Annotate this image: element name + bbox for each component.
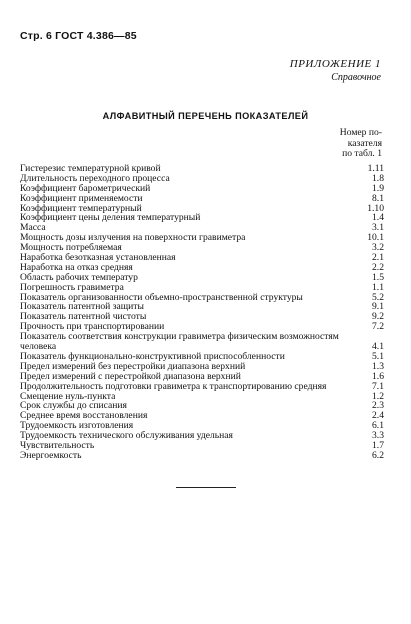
indicator-name: Показатель патентной чистоты [20, 311, 147, 323]
column-header-line: Номер по- [339, 127, 382, 138]
indicator-number: 6.1 [372, 420, 384, 432]
indicator-name: Коэффициент барометрический [20, 182, 151, 194]
indicator-name: Область рабочих температур [20, 271, 138, 283]
column-header-line: казателя [347, 137, 382, 149]
indicator-name: Показатель патентной защиты [20, 301, 144, 313]
indicator-name: Продолжительность подготовки гравиметра к транспортированию средняя [20, 380, 327, 392]
indicator-number: 1.1 [372, 281, 384, 293]
indicator-number: 2.4 [372, 410, 384, 422]
indicator-name: Показатель организованности объемно-пространственной структуры [20, 291, 303, 303]
indicator-name: Среднее время восстановления [20, 410, 148, 422]
indicator-name: Прочность при транспортировании [20, 321, 165, 333]
indicator-name: Коэффициент применяемости [20, 192, 143, 204]
column-header [312, 128, 382, 160]
indicator-name: Трудоемкость изготовления [20, 420, 134, 432]
indicator-list [20, 164, 384, 461]
indicator-number: 7.2 [372, 321, 384, 333]
list-item [20, 332, 384, 352]
column-header-line: по табл. 1 [342, 148, 382, 159]
indicator-name: Наработка безотказная установленная [20, 252, 176, 264]
indicator-name: Гистерезис температурной кривой [20, 163, 161, 174]
indicator-name: Срок службы до списания [20, 400, 127, 412]
indicator-name: Мощность потребляемая [20, 242, 122, 254]
indicator-name: Масса [20, 222, 46, 234]
indicator-number: 9.2 [372, 311, 384, 323]
indicator-number: 8.1 [372, 192, 384, 204]
list-item [20, 213, 384, 223]
indicator-number: 10.1 [367, 232, 384, 244]
indicator-number: 3.1 [372, 222, 384, 234]
indicator-number: 1.3 [372, 360, 384, 372]
page-header: Стр. 6 ГОСТ 4.386—85 [20, 30, 137, 42]
indicator-name: Показатель соответствия конструкции гравиметра физическим возможностям человека [20, 331, 339, 353]
indicator-name: Длительность переходного процесса [20, 172, 170, 184]
indicator-number: 3.2 [372, 242, 384, 254]
indicator-name: Мощность дозы излучения на поверхности гравиметра [20, 232, 246, 244]
indicator-number: 2.1 [372, 252, 384, 264]
indicator-number: 5.2 [372, 291, 384, 303]
indicator-number: 1.5 [372, 271, 384, 283]
indicator-number: 1.10 [367, 202, 384, 214]
indicator-number: 1.6 [372, 370, 384, 382]
indicator-name: Чувствительность [20, 439, 95, 451]
indicator-name: Наработка на отказ средняя [20, 261, 133, 273]
indicator-name: Энергоемкость [20, 449, 82, 461]
indicator-number: 2.2 [372, 261, 384, 273]
indicator-name: Предел измерений без перестройки диапазона верхний [20, 360, 246, 372]
indicator-name: Трудоемкость технического обслуживания удельная [20, 430, 233, 442]
indicator-name: Коэффициент температурный [20, 202, 142, 214]
indicator-name: Показатель функционально-конструктивной приспособленности [20, 350, 285, 362]
indicator-number: 7.1 [372, 380, 384, 392]
indicator-number: 1.2 [372, 390, 384, 402]
indicator-number: 1.8 [372, 172, 384, 184]
appendix-title: ПРИЛОЖЕНИЕ 1 [289, 58, 381, 70]
indicator-name: Предел измерений с перестройкой диапазона верхний [20, 370, 241, 382]
indicator-number: 5.1 [372, 350, 384, 362]
indicator-name: Погрешность гравиметра [20, 281, 124, 293]
indicator-number: 1.7 [372, 439, 384, 451]
indicator-number: 1.4 [372, 212, 384, 224]
appendix-subtitle: Справочное [331, 72, 381, 83]
indicator-name: Коэффициент цены деления температурный [20, 212, 201, 224]
indicator-number: 4.1 [372, 341, 384, 353]
indicator-number: 1.11 [367, 163, 384, 174]
indicator-name: Смещение нуль-пункта [20, 390, 116, 402]
indicator-number: 1.9 [372, 182, 384, 194]
indicator-number: 2.3 [372, 400, 384, 412]
list-item [20, 451, 384, 461]
indicator-number: 3.3 [372, 430, 384, 442]
indicator-number: 9.1 [372, 301, 384, 313]
end-rule [176, 487, 236, 488]
document-title: АЛФАВИТНЫЙ ПЕРЕЧЕНЬ ПОКАЗАТЕЛЕЙ [102, 111, 309, 121]
indicator-number: 6.2 [372, 449, 384, 461]
